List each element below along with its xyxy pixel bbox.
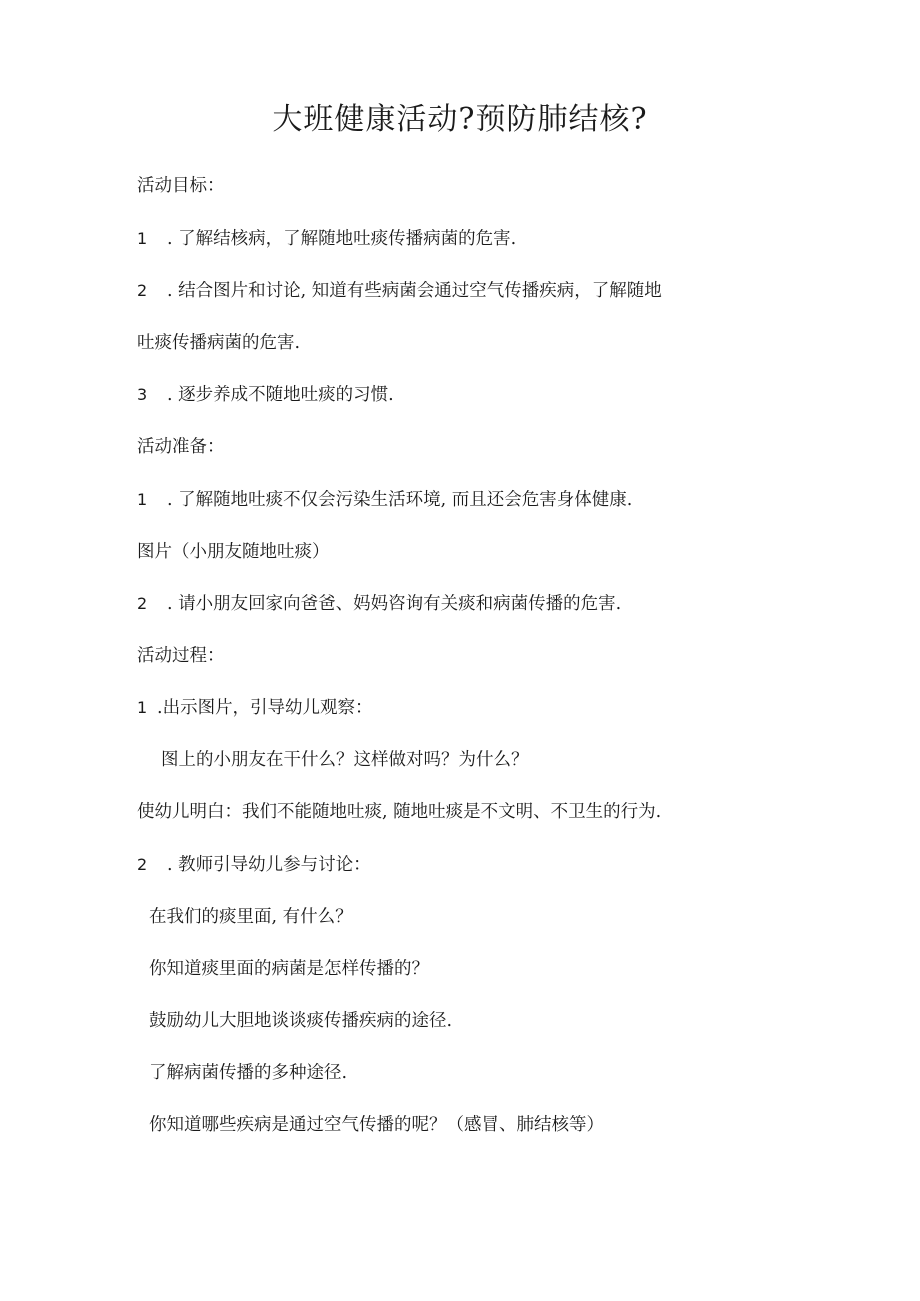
discussion-question-2: 你知道痰里面的病菌是怎样传播的？ xyxy=(149,959,429,979)
step-1 xyxy=(137,696,373,720)
step-1-number: 1 xyxy=(137,698,148,717)
step-1-question: 图上的小朋友在干什么？这样做对吗？为什么？ xyxy=(161,750,529,770)
discussion-question-5: 你知道哪些疾病是通过空气传播的呢？（感冒、肺结核等） xyxy=(149,1115,604,1135)
step-2-number: 2 xyxy=(137,855,148,874)
document-title: 大班健康活动?预防肺结核? xyxy=(272,102,648,137)
goal-item-3-text: . 逐步养成不随地吐痰的习惯. xyxy=(167,385,394,405)
goal-item-1 xyxy=(137,227,516,251)
prep-heading: 活动准备： xyxy=(137,437,225,457)
prep-item-2-text: . 请小朋友回家向爸爸、妈妈咨询有关痰和病菌传播的危害. xyxy=(167,594,622,614)
goal-item-3-number: 3 xyxy=(137,385,148,404)
prep-item-1-text: . 了解随地吐痰不仅会污染生活环境, 而且还会危害身体健康. xyxy=(167,490,633,510)
step-2-text: . 教师引导幼儿参与讨论： xyxy=(167,855,371,875)
step-1-text: .出示图片，引导幼儿观察： xyxy=(157,698,373,718)
goal-item-2-text: . 结合图片和讨论, 知道有些病菌会通过空气传播疾病，了解随地 xyxy=(167,281,662,301)
goal-item-2 xyxy=(137,279,662,303)
prep-item-1-number: 1 xyxy=(137,490,148,509)
discussion-question-1: 在我们的痰里面, 有什么？ xyxy=(149,907,353,927)
discussion-prompt-4: 了解病菌传播的多种途径. xyxy=(149,1063,348,1083)
goal-item-1-number: 1 xyxy=(137,229,148,248)
prep-picture-note: 图片（小朋友随地吐痰） xyxy=(137,542,330,562)
discussion-prompt-3: 鼓励幼儿大胆地谈谈痰传播疾病的途径. xyxy=(149,1011,453,1031)
process-heading: 活动过程： xyxy=(137,646,225,666)
goal-item-2-continuation: 吐痰传播病菌的危害. xyxy=(137,333,301,353)
step-1-conclusion: 使幼儿明白：我们不能随地吐痰, 随地吐痰是不文明、不卫生的行为. xyxy=(137,802,662,822)
goal-item-2-number: 2 xyxy=(137,281,148,300)
prep-item-1 xyxy=(137,488,632,512)
prep-item-2-number: 2 xyxy=(137,594,148,613)
goal-item-3 xyxy=(137,383,394,407)
goals-heading: 活动目标： xyxy=(137,176,225,196)
step-2 xyxy=(137,853,371,877)
goal-item-1-text: . 了解结核病，了解随地吐痰传播病菌的危害. xyxy=(167,229,517,249)
prep-item-2 xyxy=(137,592,621,616)
